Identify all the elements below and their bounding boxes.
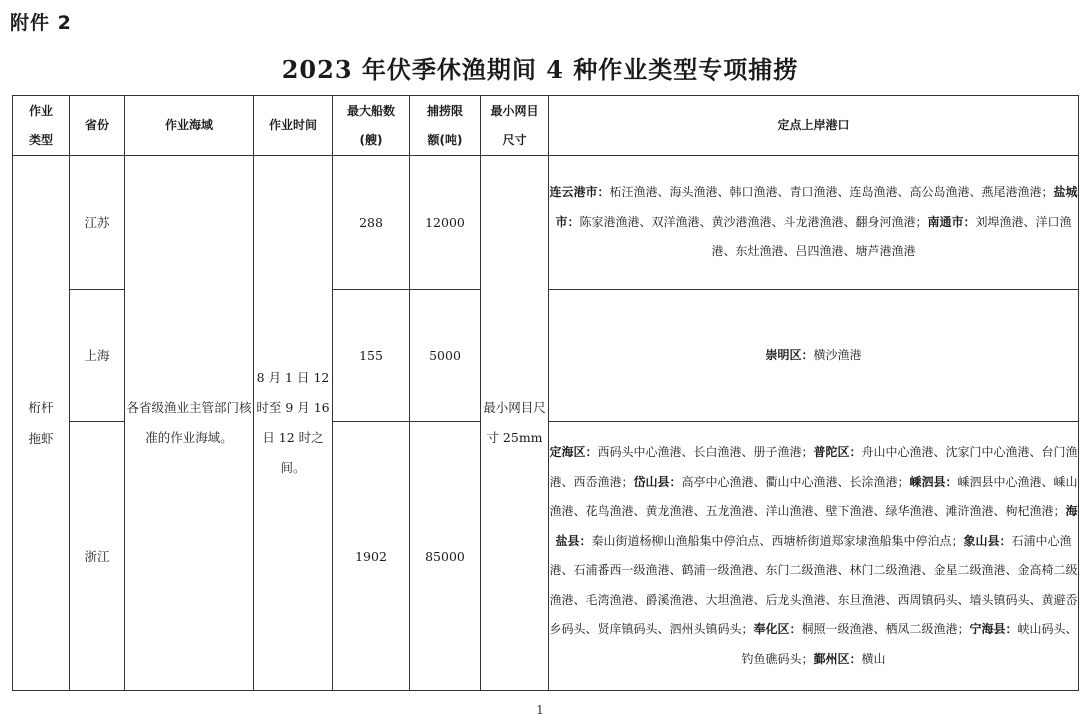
port-region: 鄞州区： bbox=[813, 651, 862, 666]
port-list: 秦山街道杨柳山渔船集中停泊点、西塘桥街道郑家埭渔船集中停泊点； bbox=[591, 533, 964, 548]
header-sea-area: 作业海域 bbox=[125, 96, 254, 156]
max-boats-cell: 288 bbox=[333, 156, 410, 290]
max-boats-cell: 1902 bbox=[333, 422, 410, 691]
quota-cell: 5000 bbox=[410, 290, 481, 422]
port-list: 石浦中心渔港、石浦番西一级渔港、鹤浦一级渔港、东门二级渔港、林门二级渔港、金星二级渔港、金高椅二级渔港、毛湾渔港、爵溪渔港、大坦渔港、后龙头渔港、东旦渔港、西周镇码头、墙头镇码头、黄避岙乡码头、贤庠镇码头、泗州头镇码头； bbox=[549, 533, 1078, 636]
header-province: 省份 bbox=[70, 96, 125, 156]
page-title: 2023 年伏季休渔期间 4 种作业类型专项捕捞 bbox=[281, 55, 799, 84]
port-list: 横山 bbox=[861, 651, 886, 666]
port-list: 横沙渔港 bbox=[813, 347, 862, 362]
port-region: 定海区： bbox=[549, 445, 598, 459]
fishing-table bbox=[12, 95, 1079, 691]
work-type-cell: 桁杆拖虾 bbox=[13, 156, 70, 691]
quota-cell: 85000 bbox=[410, 422, 481, 691]
port-region: 奉化区： bbox=[753, 622, 802, 636]
port-list: 桐照一级渔港、栖凤二级渔港； bbox=[801, 622, 970, 636]
ports-cell bbox=[549, 290, 1079, 422]
province-cell: 浙江 bbox=[70, 422, 125, 691]
port-region: 连云港市： bbox=[549, 185, 610, 200]
port-list: 柘汪渔港、海头渔港、韩口渔港、青口渔港、连岛渔港、高公岛渔港、燕尾港渔港； bbox=[609, 185, 1054, 200]
port-region: 盐城市： bbox=[555, 185, 1078, 229]
header-type: 作业类型 bbox=[13, 96, 70, 156]
port-region: 普陀区： bbox=[813, 445, 862, 459]
header-max-boats: 最大船数(艘) bbox=[333, 96, 410, 156]
port-region: 岱山县： bbox=[633, 474, 682, 489]
ports-cell bbox=[549, 422, 1079, 691]
port-list: 峡山码头、钓鱼礁码头； bbox=[741, 622, 1078, 666]
page-number: 1 bbox=[536, 703, 544, 717]
province-cell: 江苏 bbox=[70, 156, 125, 290]
header-ports: 定点上岸港口 bbox=[549, 96, 1079, 156]
max-boats-cell: 155 bbox=[333, 290, 410, 422]
port-region: 南通市： bbox=[927, 214, 976, 229]
port-list: 高亭中心渔港、衢山中心渔港、长涂渔港； bbox=[681, 474, 910, 489]
ports-cell bbox=[549, 156, 1079, 290]
port-list: 陈家港渔港、双洋渔港、黄沙港渔港、斗龙港渔港、翻身河渔港； bbox=[579, 214, 928, 229]
time-cell: 8 月 1 日 12 时至 9 月 16 日 12 时之间。 bbox=[254, 156, 333, 691]
port-list: 舟山中心渔港、沈家门中心渔港、台门渔港、西岙渔港； bbox=[549, 445, 1078, 489]
port-list: 刘埠渔港、洋口渔港、东灶渔港、吕四渔港、塘芦港渔港 bbox=[711, 214, 1072, 259]
port-region: 崇明区： bbox=[765, 347, 814, 362]
port-list: 嵊泗县中心渔港、嵊山渔港、花鸟渔港、黄龙渔港、五龙渔港、洋山渔港、壁下渔港、绿华渔港、滩浒渔港、枸杞渔港； bbox=[549, 474, 1078, 518]
header-time: 作业时间 bbox=[254, 96, 333, 156]
port-region: 象山县： bbox=[963, 533, 1012, 548]
port-region: 嵊泗县： bbox=[909, 474, 958, 489]
attachment-label: 附件 2 bbox=[10, 12, 72, 34]
header-quota: 捕捞限额(吨) bbox=[410, 96, 481, 156]
port-region: 海盐县： bbox=[555, 504, 1078, 548]
min-mesh-cell: 最小网目尺寸 25mm bbox=[481, 156, 549, 691]
province-cell: 上海 bbox=[70, 290, 125, 422]
header-row bbox=[13, 96, 1079, 156]
table-row bbox=[13, 156, 1079, 290]
header-min-mesh: 最小网目尺寸 bbox=[481, 96, 549, 156]
quota-cell: 12000 bbox=[410, 156, 481, 290]
port-region: 宁海县： bbox=[969, 622, 1018, 636]
port-list: 西码头中心渔港、长白渔港、册子渔港； bbox=[597, 445, 814, 459]
sea-area-cell: 各省级渔业主管部门核准的作业海域。 bbox=[125, 156, 254, 691]
